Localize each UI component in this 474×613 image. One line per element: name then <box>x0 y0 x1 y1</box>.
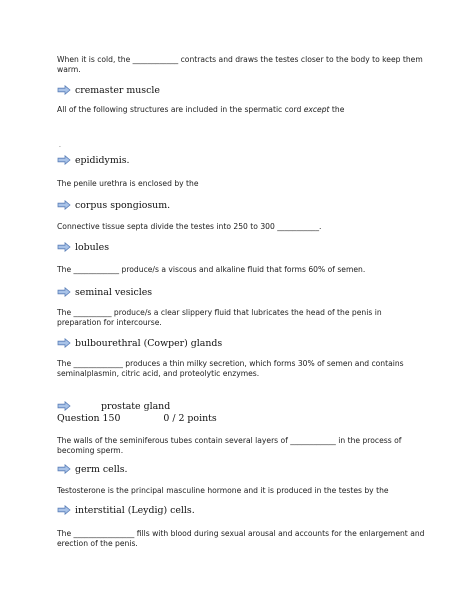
question-points: 0 / 2 points <box>163 413 217 424</box>
answer-row <box>57 503 195 517</box>
list-marker: . <box>59 142 61 149</box>
arrow-right-icon <box>57 464 71 474</box>
question-text: Connective tissue septa divide the testes into 250 to 300 ___________. <box>57 222 322 231</box>
answer-text: bulbourethral (Cowper) glands <box>75 337 223 349</box>
answer-text: corpus spongiosum. <box>75 199 171 211</box>
answer-row <box>57 336 222 350</box>
question-text: Testosterone is the principal masculine hormone and it is produced in the testes by the <box>57 486 389 495</box>
answer-text: cremaster muscle <box>75 84 160 96</box>
answer-text: seminal vesicles <box>75 286 153 298</box>
answer-text: epididymis. <box>75 154 130 166</box>
answer-text: germ cells. <box>75 463 128 475</box>
answer-row <box>57 83 160 97</box>
answer-row <box>57 399 170 413</box>
answer-row <box>57 153 130 167</box>
answer-row <box>57 462 128 476</box>
answer-text: interstitial (Leydig) cells. <box>75 504 195 516</box>
question-meta <box>57 413 217 424</box>
answer-text: prostate gland <box>101 400 171 412</box>
arrow-right-icon <box>57 155 71 165</box>
arrow-right-icon <box>57 242 71 252</box>
question-text-part: the <box>329 105 345 114</box>
arrow-right-icon <box>57 200 71 210</box>
question-text <box>57 105 427 115</box>
question-emphasis: except <box>303 105 330 114</box>
arrow-right-icon <box>57 85 71 95</box>
answer-row <box>57 285 152 299</box>
question-text-part: All of the following structures are included in the spermatic cord <box>57 105 304 114</box>
arrow-right-icon <box>57 505 71 515</box>
answer-row <box>57 240 109 254</box>
question-text: The ____________ produce/s a viscous and alkaline fluid that forms 60% of semen. <box>57 265 366 274</box>
answer-text: lobules <box>75 241 110 253</box>
arrow-right-icon <box>57 338 71 348</box>
question-text: The ________________ fills with blood during sexual arousal and accounts for the enlargement and erection of the penis. <box>57 529 425 548</box>
question-text: The walls of the seminiferous tubes contain several layers of ____________ in the process of becoming sperm. <box>57 436 402 455</box>
answer-row <box>57 198 170 212</box>
question-text: The _____________ produces a thin milky secretion, which forms 30% of semen and contains seminalplasmin, citric acid, and proteolytic enzymes. <box>57 359 404 378</box>
arrow-right-icon <box>57 287 71 297</box>
arrow-right-icon <box>57 401 71 411</box>
question-text: The __________ produce/s a clear slippery fluid that lubricates the head of the penis in preparation for intercourse. <box>57 308 382 327</box>
question-text: The penile urethra is enclosed by the <box>57 179 199 188</box>
question-number: Question 150 <box>57 413 121 424</box>
question-text: When it is cold, the ____________ contracts and draws the testes closer to the body to keep them warm. <box>57 55 423 74</box>
